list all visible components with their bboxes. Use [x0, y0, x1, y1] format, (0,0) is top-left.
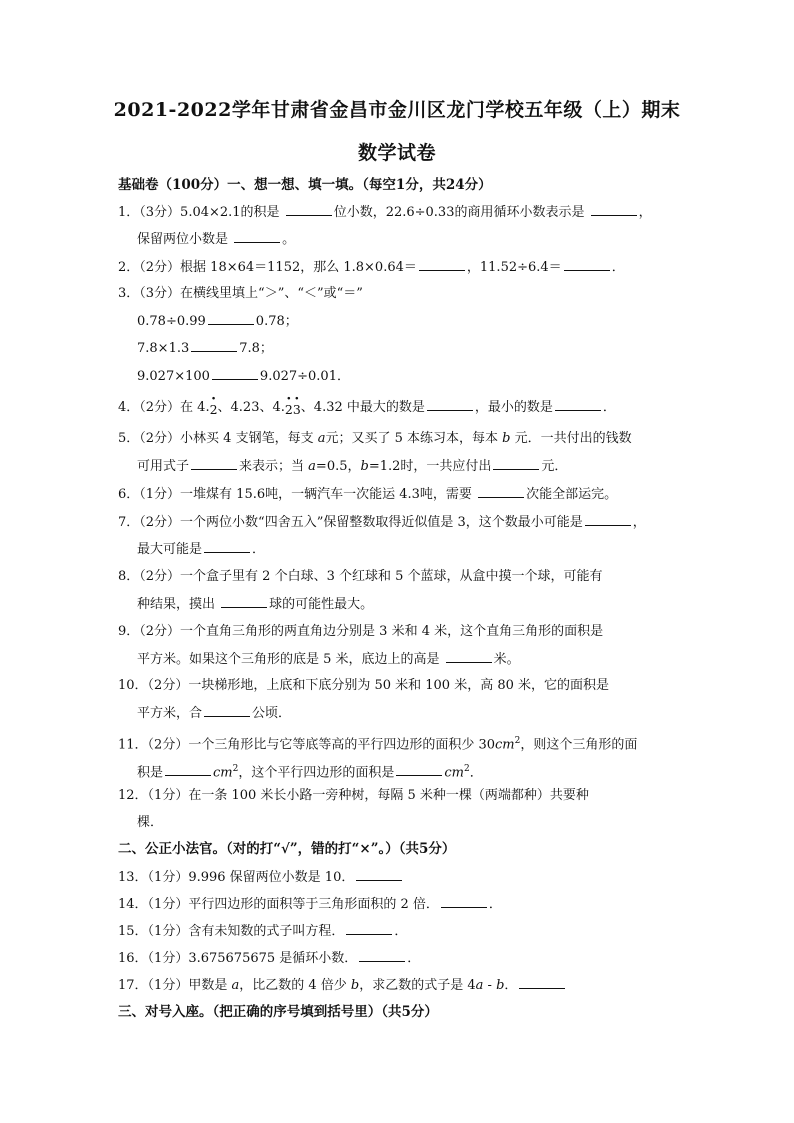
- q4-text-f: ．: [602, 400, 616, 415]
- q5-text: 元．一共付出的钱数: [510, 431, 632, 446]
- question-3-item-2: [137, 339, 273, 358]
- q11-text: 积是: [137, 765, 164, 781]
- question-16: [118, 949, 420, 968]
- question-11: [118, 732, 637, 754]
- q17-var: a: [475, 978, 484, 993]
- q9-text: 米。: [493, 652, 520, 667]
- q16-text: ．: [407, 951, 421, 966]
- section-2-heading: 二、公正小法官。（对的打“√”，错的打“×”。）（共5分）: [118, 841, 456, 857]
- unit-exponent: 2: [463, 764, 470, 774]
- q5-text: 元．: [541, 459, 568, 474]
- question-8-cont: [137, 595, 373, 614]
- answer-blank[interactable]: [359, 949, 405, 962]
- answer-blank[interactable]: [208, 312, 254, 325]
- q4-text-a: 4．（2分）在 4.: [118, 400, 210, 415]
- q14-text: ．: [488, 897, 502, 912]
- q12-text: 棵．: [137, 815, 164, 830]
- q7-text: ．: [252, 542, 266, 557]
- question-17: [118, 976, 567, 995]
- q2-text-b: ，11.52÷6.4＝: [466, 260, 562, 275]
- question-3-item-1: [137, 312, 298, 331]
- q5-text: 来表示；当: [239, 459, 309, 474]
- q4-text-e: ，最小的数是: [474, 400, 553, 415]
- q14-text: 14．（1分）平行四边形的面积等于三角形面积的 2 倍．: [118, 897, 439, 912]
- question-10: [118, 677, 609, 695]
- q16-text: 16．（1分）3.675675675 是循环小数．: [118, 951, 358, 966]
- q10-text: 10．（2分）一块梯形地，上底和下底分别为 50 米和 100 米，高 80 米，它的面积是: [118, 678, 610, 693]
- q17-text: ，比乙数的 4 倍少: [239, 978, 351, 993]
- q11-text: ．: [469, 765, 483, 781]
- q17-text: -: [483, 978, 497, 993]
- q17-var: b: [350, 978, 360, 993]
- q17-var: a: [231, 978, 240, 993]
- q5-text: 5．（2分）小林买 4 支钢笔，每支: [118, 431, 318, 446]
- question-1: [118, 203, 652, 222]
- question-1-cont: [137, 230, 295, 249]
- repeating-digit: · 3: [293, 401, 301, 419]
- q15-text: 15．（1分）含有未知数的式子叫方程．: [118, 924, 345, 939]
- q8-text: 8．（2分）一个盒子里有 2 个白球、3 个红球和 5 个蓝球，从盒中摸一个球，可能有: [118, 569, 603, 584]
- q6-text: 次能全部运完。: [526, 487, 618, 502]
- question-14: [118, 895, 502, 914]
- q5-var: b: [360, 459, 369, 474]
- answer-blank[interactable]: [585, 513, 631, 526]
- q11-text: ，这个平行四边形的面积是: [238, 765, 395, 781]
- page-subtitle: 数学试卷: [357, 142, 436, 164]
- q7-text: 7．（2分）一个两位小数“四舍五入”保留整数取得近似值是 3，这个数最小可能是: [118, 515, 583, 530]
- question-7-cont: [137, 540, 265, 559]
- q3-expr: 7.8×1.3: [137, 341, 190, 356]
- question-12-cont: [137, 814, 163, 832]
- q5-text: 可用式子: [137, 459, 190, 474]
- q5-text: =1.2时，一共应付出: [368, 459, 492, 474]
- question-10-cont: [137, 704, 291, 723]
- q5-var: a: [317, 431, 326, 446]
- answer-blank[interactable]: [555, 398, 601, 411]
- answer-blank[interactable]: [221, 595, 267, 608]
- q5-var: b: [502, 431, 511, 446]
- question-5-cont: [137, 457, 567, 476]
- question-5: [118, 430, 632, 448]
- question-8: [118, 568, 603, 586]
- question-2: [118, 258, 625, 277]
- question-3: [118, 285, 363, 303]
- q2-text-a: 2．（2分）根据 18×64＝1152，那么 1.8×0.64＝: [118, 260, 417, 275]
- q11-text: 11．（2分）一个三角形比与它等底等高的平行四边形的面积少 30: [118, 737, 495, 753]
- question-9: [118, 623, 603, 641]
- q9-text: 平方米。如果这个三角形的底是 5 米，底边上的高是: [137, 652, 444, 667]
- q7-text: 最大可能是: [137, 542, 203, 557]
- answer-blank[interactable]: [478, 485, 524, 498]
- q2-text-c: ．: [611, 260, 625, 275]
- answer-blank[interactable]: [165, 763, 211, 776]
- q3-expr: 9.027÷0.01．: [259, 369, 350, 384]
- q1-text-a: 1．（3分）5.04×2.1的积是: [118, 205, 284, 220]
- q17-text: ，求乙数的式子是 4: [359, 978, 476, 993]
- repeating-digit: · 2: [210, 401, 218, 419]
- answer-blank[interactable]: [356, 868, 402, 881]
- question-3-item-3: [137, 367, 350, 386]
- question-15: [118, 922, 407, 941]
- unit-exponent: 2: [232, 764, 239, 774]
- question-6: [118, 485, 617, 504]
- q3-expr: 7.8；: [239, 341, 273, 356]
- unit-cm: cm: [444, 765, 464, 781]
- repeating-digit: · 2: [285, 401, 293, 419]
- section-1-heading: 基础卷（100分）一、想一想、填一填。（每空1分，共24分）: [118, 177, 492, 193]
- q3-text-a: 3．（3分）在横线里填上“＞”、“＜”或“＝”: [118, 286, 363, 301]
- q8-text: 种结果，摸出: [137, 597, 220, 612]
- q15-text: ．: [394, 924, 408, 939]
- q5-text: 元；又买了 5 本练习本，每本: [325, 431, 503, 446]
- q5-var: a: [308, 459, 316, 474]
- answer-blank[interactable]: [204, 540, 250, 553]
- answer-blank[interactable]: [234, 230, 280, 243]
- question-12: [118, 787, 589, 805]
- answer-blank[interactable]: [204, 704, 250, 717]
- q5-text: =0.5，: [315, 459, 361, 474]
- q1-text-e: 。: [282, 232, 296, 247]
- q9-text: 9．（2分）一个直角三角形的两直角边分别是 3 米和 4 米，这个直角三角形的面积是: [118, 624, 604, 639]
- answer-blank[interactable]: [212, 367, 258, 380]
- q3-expr: 0.78÷0.99: [137, 314, 206, 329]
- answer-blank[interactable]: [591, 203, 637, 216]
- q1-text-c: ，: [638, 205, 652, 220]
- q17-text: 17．（1分）甲数是: [118, 978, 232, 993]
- unit-cm: cm: [213, 765, 233, 781]
- answer-blank[interactable]: [191, 339, 237, 352]
- question-9-cont: [137, 650, 520, 669]
- q12-text: 12．（1分）在一条 100 米长小路一旁种树，每隔 5 米种一棵（两端都种）共要种: [118, 788, 589, 803]
- q7-text: ，: [632, 515, 646, 530]
- answer-blank[interactable]: [419, 258, 465, 271]
- unit-cm: cm: [495, 737, 515, 753]
- answer-blank[interactable]: [519, 976, 565, 989]
- q17-var: b: [496, 978, 505, 993]
- question-11-cont: [137, 760, 483, 782]
- q1-text-b: 位小数，22.6÷0.33的商用循环小数表示是: [333, 205, 589, 220]
- answer-blank[interactable]: [427, 398, 473, 411]
- answer-blank[interactable]: [493, 457, 539, 470]
- answer-blank[interactable]: [396, 763, 442, 776]
- q3-expr: 0.78；: [255, 314, 298, 329]
- q4-text-c: 、4.32 中最大的数是: [300, 400, 425, 415]
- q17-text: ．: [504, 978, 518, 993]
- question-13: [118, 868, 404, 887]
- q8-text: 球的可能性最大。: [269, 597, 374, 612]
- q10-text: 平方米，合: [137, 706, 203, 721]
- answer-blank[interactable]: [564, 258, 610, 271]
- answer-blank[interactable]: [286, 203, 332, 216]
- question-4: [118, 398, 616, 417]
- q10-text: 公顷．: [252, 706, 292, 721]
- section-3-heading: 三、对号入座。（把正确的序号填到括号里）（共5分）: [118, 1004, 438, 1020]
- q3-expr: 9.027×100: [137, 369, 210, 384]
- q1-text-d: 保留两位小数是: [137, 232, 233, 247]
- q13-text: 13．（1分）9.996 保留两位小数是 10．: [118, 870, 355, 885]
- answer-blank[interactable]: [191, 457, 237, 470]
- page-title: 2021-2022学年甘肃省金昌市金川区龙门学校五年级（上）期末: [113, 99, 681, 121]
- q6-text: 6．（1分）一堆煤有 15.6吨，一辆汽车一次能运 4.3吨，需要: [118, 487, 477, 502]
- answer-blank[interactable]: [346, 922, 392, 935]
- answer-blank[interactable]: [441, 895, 487, 908]
- answer-blank[interactable]: [446, 650, 492, 663]
- q4-text-b: 、4.23、4.: [217, 400, 285, 415]
- unit-exponent: 2: [514, 736, 521, 746]
- q11-text: ，则这个三角形的面: [520, 737, 638, 753]
- question-7: [118, 513, 646, 532]
